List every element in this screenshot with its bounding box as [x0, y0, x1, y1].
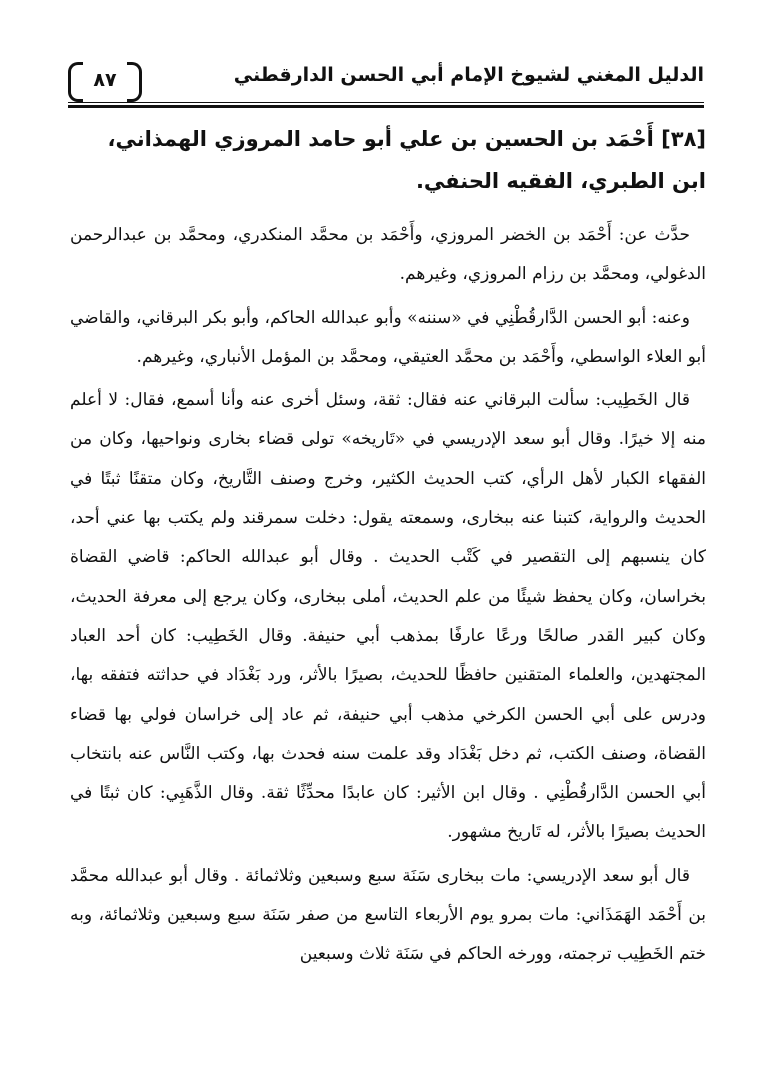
- page-number: ٨٧: [93, 69, 117, 91]
- paragraph-assessments: قال الخَطِيب: سألت البرقاني عنه فقال: ثقة، وسئل أخرى عنه وأنا أسمع، فقال: لا أعلم منه إلا خيرًا. وقال أبو سعد الإدريسي في «تَاريخه» تولى قضاء بخارى ونواحيها، وكان من الفقهاء الكبار لأهل الرأي، كتب الحديث الكثير، وخرج وصنف التَّاريخ، وكان متقنًا ثبتًا في الحديث والرواية، كتبنا عنه ببخارى، وسمعته يقول: دخلت سمرقند ولم يكتب بها عني أحد، كان ينسبهم إلى التقصير في كَتْب الحديث . وقال أبو عبدالله الحاكم: قاضي القضاة بخراسان، وكان يحفظ شيئًا من علم الحديث، أملى ببخارى، وكان يرجع إلى معرفة الحديث، وكان كبير القدر صالحًا ورعًا عارفًا بمذهب أبي حنيفة. وقال الخَطِيب: كان أحد العباد المجتهدين، والعلماء المتقنين حافظًا للحديث، بصيرًا بالأثر، ورد بَغْدَاد في حداثته فتفقه بها، ودرس على أبي الحسن الكرخي مذهب أبي حنيفة، ثم عاد إلى خراسان فولي بها قضاء القضاة، وصنف الكتب، ثم دخل بَغْدَاد وقد علمت سنه فحدث بها، وكتب النَّاس عنه بانتخاب أبي الحسن الدَّارقُطْنِي . وقال ابن الأثير: كان عابدًا محدِّثًا ثقة. وقال الذَّهَبِي: كان ثبتًا في الحديث بصيرًا بالأثر، له تَاريخ مشهور.: [70, 390, 706, 843]
- entry-title: [٣٨] أَحْمَد بن الحسين بن علي أبو حامد المروزي الهمذاني، ابن الطبري، الفقيه الحنفي.: [107, 127, 706, 193]
- page-number-frame: [68, 62, 142, 98]
- running-title: الدليل المغني لشيوخ الإمام أبي الحسن الدارقطني: [233, 64, 704, 86]
- paragraph-death: قال أبو سعد الإدريسي: مات ببخارى سَنَة سبع وسبعين وثلاثمائة . وقال أبو عبدالله محمَّد بن أَحْمَد الهَمَذَاني: مات بمرو يوم الأربعاء التاسع من صفر سَنَة سبع وسبعين وثلاثمائة، وبه ختم الخَطِيب ترجمته، وورخه الحاكم في سَنَة ثلاث وسبعين: [70, 865, 706, 965]
- header-rule-thin: [68, 102, 704, 103]
- header-rule: [68, 105, 704, 108]
- bracket-right-ornament: [127, 62, 142, 102]
- paragraph-students: وعنه: أبو الحسن الدَّارقُطْنِي في «سننه» وأبو عبدالله الحاكم، وأبو بكر البرقاني، والقاضي أبو العلاء الواسطي، وأَحْمَد بن محمَّد العتيقي، ومحمَّد بن المؤمل الأنباري، وغيرهم.: [70, 307, 706, 367]
- paragraph-teachers: حدَّث عن: أَحْمَد بن الخضر المروزي، وأَحْمَد بن محمَّد المنكدري، ومحمَّد بن عبدالرحمن الدغولي، ومحمَّد بن رزام المروزي، وغيرهم.: [70, 225, 706, 285]
- page-content: [70, 118, 706, 979]
- page-header: [68, 58, 704, 108]
- bracket-left-ornament: [68, 62, 83, 102]
